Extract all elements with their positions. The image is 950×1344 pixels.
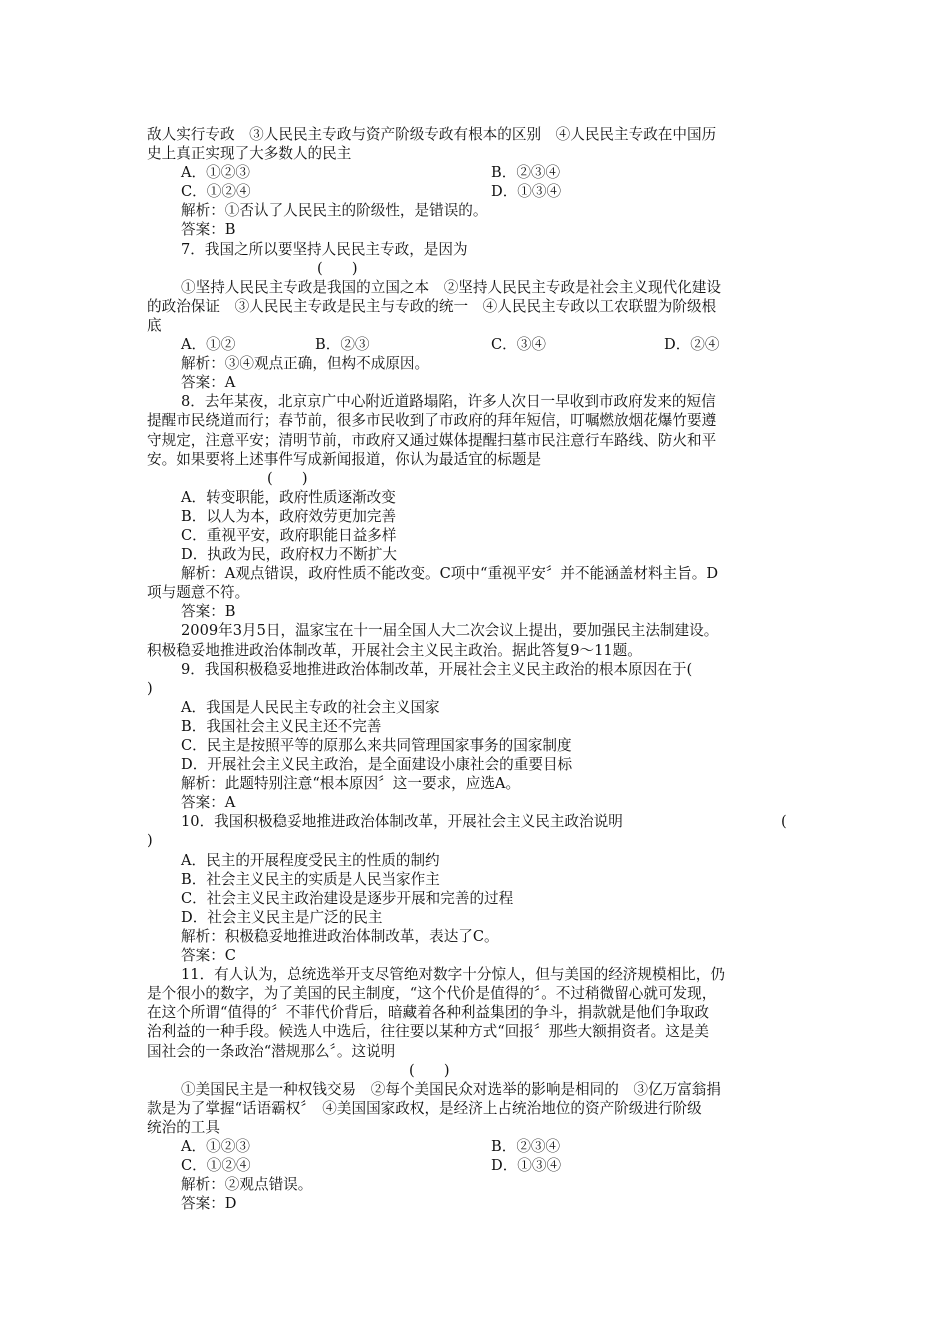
q7-stem: 7．我国之所以要坚持人民民主专政，是因为	[181, 240, 468, 258]
q8-option-a: A．转变职能，政府性质逐渐改变	[181, 488, 396, 506]
q7-body: 底	[147, 316, 162, 334]
q8-stem: 提醒市民绕道而行；春节前，很多市民收到了市政府的拜年短信，叮嘱燃放烟花爆竹要遵	[147, 412, 717, 430]
q7-analysis: 解析：③④观点正确，但构不成原因。	[181, 355, 430, 373]
q11-stem: 国社会的一条政治“潜规那么〞。这说明	[147, 1042, 396, 1060]
q11-body: 款是为了掌握“话语霸权〞 ④美国国家政权，是经济上占统治地位的资产阶级进行阶级	[147, 1099, 702, 1117]
q8-stem: 守规定，注意平安；清明节前，市政府又通过媒体提醒扫墓市民注意行车路线、防火和平	[147, 431, 717, 449]
q7-option-c: C．③④	[491, 336, 546, 354]
q7-option-d: D．②④	[664, 336, 720, 354]
q8-stem: 安。如果要将上述事件写成新闻报道，你认为最适宜的标题是	[147, 450, 542, 468]
q7-body: ①坚持人民民主专政是我国的立国之本 ②坚持人民民主专政是社会主义现代化建设	[181, 278, 721, 296]
q8-stem: 8．去年某夜，北京京广中心附近道路塌陷，许多人次日一早收到市政府发来的短信	[181, 393, 716, 411]
q11-options-row-1	[147, 1137, 817, 1156]
q11-option-d: D．①③④	[491, 1157, 562, 1175]
q6-option-c: C．①②④	[181, 183, 251, 201]
q10-option-b: B．社会主义民主的实质是人民当家作主	[181, 870, 440, 888]
q7-options-row	[147, 335, 817, 354]
q6-options-row-2	[147, 182, 817, 201]
text-line: 史上真正实现了大多数人的民主	[147, 145, 352, 163]
q9-analysis: 解析：此题特别注意“根本原因〞这一要求，应选A。	[181, 775, 521, 793]
q11-answer: 答案：D	[181, 1195, 237, 1213]
q10-answer: 答案：C	[181, 947, 236, 965]
q7-body: 的政治保证 ③人民民主专政是民主与专政的统一 ④人民民主专政以工农联盟为阶级根	[147, 297, 717, 315]
q9-option-c: C．民主是按照平等的原那么来共同管理国家事务的国家制度	[181, 737, 572, 754]
q6-option-d: D．①③④	[491, 183, 562, 201]
q8-answer: 答案：B	[181, 603, 236, 621]
q7-paren: ( )	[317, 259, 358, 277]
q6-option-a: A．①②③	[181, 164, 250, 182]
q8-option-d: D．执政为民，政府权力不断扩大	[181, 546, 398, 564]
q10-paren-close: )	[147, 832, 153, 850]
q7-option-b: B．②③	[315, 336, 370, 354]
q6-option-b: B．②③④	[491, 164, 561, 182]
q11-stem: 在这个所谓“值得的〞不菲代价背后，暗藏着各种利益集团的争斗，捐款就是他们争取政	[147, 1004, 710, 1022]
q10-paren-open: (	[781, 813, 787, 831]
q11-body: ①美国民主是一种权钱交易 ②每个美国民众对选举的影响是相同的 ③亿万富翁捐	[181, 1080, 721, 1098]
q8-option-b: B．以人为本，政府效劳更加完善	[181, 507, 397, 525]
q9-option-b: B．我国社会主义民主还不完善	[181, 717, 382, 735]
q10-option-d: D．社会主义民主是广泛的民主	[181, 908, 383, 926]
q11-analysis: 解析：②观点错误。	[181, 1176, 313, 1194]
q9-stem: 9．我国积极稳妥地推进政治体制改革，开展社会主义民主政治的根本原因在于(	[181, 660, 693, 678]
q11-body: 统治的工具	[147, 1118, 220, 1136]
q11-stem: 11．有人认为，总统选举开支尽管绝对数字十分惊人，但与美国的经济规模相比，仍	[181, 966, 725, 984]
q11-option-b: B．②③④	[491, 1137, 561, 1155]
q10-option-a: A．民主的开展程度受民主的性质的制约	[181, 851, 440, 869]
q9-option-d: D．开展社会主义民主政治，是全面建设小康社会的重要目标	[181, 756, 573, 774]
q11-paren: ( )	[409, 1061, 450, 1079]
material-text: 2009年3月5日，温家宝在十一届全国人大二次会议上提出，要加强民主法制建设。	[181, 622, 719, 640]
q8-paren: ( )	[267, 469, 308, 487]
q10-option-c: C．社会主义民主政治建设是逐步开展和完善的过程	[181, 889, 514, 907]
document-page	[147, 125, 817, 1213]
q6-options-row-1	[147, 163, 817, 182]
q6-answer: 答案：B	[181, 221, 236, 239]
q7-option-a: A．①②	[181, 336, 236, 354]
material-text: 积极稳妥地推进政治体制改革，开展社会主义民主政治。据此答复9～11题。	[147, 641, 642, 659]
q11-option-a: A．①②③	[181, 1137, 250, 1155]
q6-analysis: 解析：①否认了人民民主的阶级性，是错误的。	[181, 202, 488, 220]
q9-paren-close: )	[147, 679, 153, 697]
q11-stem: 是个很小的数字，为了美国的民主制度，“这个代价是值得的〞。不过稍微留心就可发现，	[147, 985, 717, 1003]
q10-analysis: 解析：积极稳妥地推进政治体制改革，表达了C。	[181, 927, 499, 945]
q11-options-row-2	[147, 1156, 817, 1175]
q9-answer: 答案：A	[181, 794, 236, 812]
q11-option-c: C．①②④	[181, 1157, 251, 1175]
q11-stem: 治利益的一种手段。候选人中选后，往往要以某种方式“回报〞那些大额捐资者。这是美	[147, 1023, 710, 1041]
q10-stem: 10．我国积极稳妥地推进政治体制改革，开展社会主义民主政治说明	[181, 813, 623, 831]
text-line: 敌人实行专政 ③人民民主专政与资产阶级专政有根本的区别 ④人民民主专政在中国历	[147, 126, 717, 143]
q8-analysis: 解析：A观点错误，政府性质不能改变。C项中“重视平安〞并不能涵盖材料主旨。D	[181, 565, 719, 583]
q9-option-a: A．我国是人民民主专政的社会主义国家	[181, 698, 440, 716]
q7-answer: 答案：A	[181, 374, 236, 392]
q8-analysis: 项与题意不符。	[147, 584, 250, 602]
q10-stem-row	[147, 812, 817, 831]
q8-option-c: C．重视平安，政府职能日益多样	[181, 526, 397, 544]
